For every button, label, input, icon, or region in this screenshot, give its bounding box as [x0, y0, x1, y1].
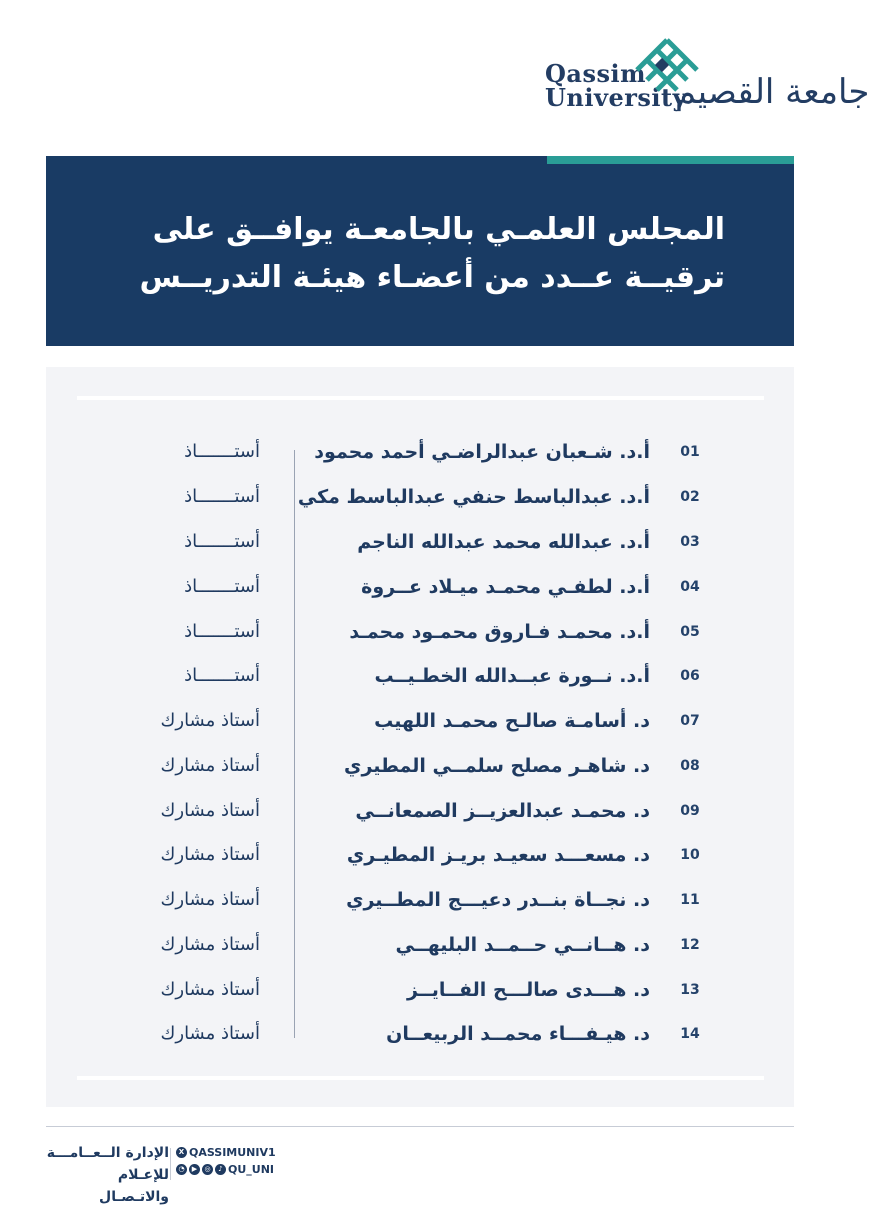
member-rank: أستـــــــاذ — [184, 441, 260, 462]
row-number: 05 — [680, 624, 700, 640]
logo-en-line2: University — [545, 83, 688, 112]
list-item — [0, 878, 841, 922]
youtube-icon[interactable]: ▶ — [189, 1164, 200, 1175]
member-rank: أستاذ مشارك — [160, 979, 260, 1000]
footer-rule — [46, 1126, 794, 1127]
row-number: 11 — [680, 892, 700, 908]
member-name: د. مسعـــد سعيـد بريـز المطيـري — [346, 844, 650, 866]
footer-org-line1: الإدارة الــعــامـــة — [46, 1145, 169, 1161]
list-item — [0, 744, 841, 788]
row-number: 09 — [680, 803, 700, 819]
row-number: 04 — [680, 579, 700, 595]
page-title — [95, 206, 795, 302]
snapchat-icon[interactable]: ◔ — [176, 1164, 187, 1175]
member-name: د. هـــدى صالـــح الفــايــز — [406, 979, 650, 1001]
member-name: د. شاهـر مصلح سلمــي المطيري — [344, 755, 650, 777]
member-rank: أستـــــــاذ — [184, 576, 260, 597]
list-item — [0, 1012, 841, 1056]
social-handle-other[interactable]: QU_UNI — [228, 1163, 275, 1176]
member-rank: أستاذ مشارك — [160, 755, 260, 776]
instagram-icon[interactable]: ◎ — [202, 1164, 213, 1175]
member-rank: أستاذ مشارك — [160, 844, 260, 865]
title-line-2: ترقيــة عــدد من أعضـاء هيئـة التدريــس — [139, 260, 725, 295]
member-name: أ.د. عبدالباسط حنفي عبدالباسط مكي — [297, 486, 650, 508]
row-number: 06 — [680, 668, 700, 684]
list-item — [0, 654, 841, 698]
footer-organization — [44, 1142, 169, 1208]
list-item — [0, 430, 841, 474]
header-accent-bar — [547, 156, 794, 164]
member-name: أ.د. محمـد فـاروق محمـود محمـد — [349, 621, 650, 643]
footer-org-line2: للإعـلام والاتـصـال — [99, 1167, 169, 1205]
tiktok-icon[interactable]: ♪ — [215, 1164, 226, 1175]
logo-arabic-name: جامعة القصيم — [675, 72, 869, 112]
member-name: د. نجــاة بنــدر دعيـــج المطــيري — [346, 889, 650, 911]
member-name: أ.د. نــورة عبــدالله الخطـيــب — [374, 665, 650, 687]
social-row-x — [176, 1146, 276, 1159]
list-item — [0, 565, 841, 609]
row-number: 07 — [680, 713, 700, 729]
logo-en-line1: Qassim — [545, 59, 646, 88]
row-number: 03 — [680, 534, 700, 550]
member-rank: أستاذ مشارك — [160, 1023, 260, 1044]
card-top-rule — [77, 396, 764, 400]
list-item — [0, 789, 841, 833]
member-rank: أستـــــــاذ — [184, 531, 260, 552]
row-number: 08 — [680, 758, 700, 774]
member-rank: أستاذ مشارك — [160, 934, 260, 955]
row-number: 10 — [680, 847, 700, 863]
university-logo — [535, 40, 869, 125]
list-item — [0, 475, 841, 519]
member-name: أ.د. لطفـي محمـد ميـلاد عــروة — [361, 576, 650, 598]
member-rank: أستـــــــاذ — [184, 665, 260, 686]
list-item — [0, 520, 841, 564]
member-name: أ.د. شـعبان عبدالراضـي أحمد محمود — [314, 441, 650, 463]
member-name: د. هيـفـــاء محمــد الربيعــان — [386, 1023, 650, 1045]
list-item — [0, 968, 841, 1012]
card-bottom-rule — [77, 1076, 764, 1080]
list-item — [0, 833, 841, 877]
member-rank: أستاذ مشارك — [160, 800, 260, 821]
member-name: د. محمـد عبدالعزيــز الصمعانــي — [355, 800, 650, 822]
member-name: د. أسامـة صالـح محمـد اللهيب — [374, 710, 650, 732]
row-number: 12 — [680, 937, 700, 953]
row-number: 13 — [680, 982, 700, 998]
row-number: 02 — [680, 489, 700, 505]
title-line-1: المجلس العلمـي بالجامعـة يوافــق على — [152, 212, 725, 247]
list-item — [0, 923, 841, 967]
member-name: د. هــانــي حــمــد البليهــي — [395, 934, 650, 956]
row-number: 14 — [680, 1026, 700, 1042]
footer-separator — [170, 1148, 171, 1180]
member-name: أ.د. عبدالله محمد عبدالله الناجم — [357, 531, 650, 553]
member-rank: أستـــــــاذ — [184, 621, 260, 642]
social-row-others — [176, 1163, 274, 1176]
member-rank: أستـــــــاذ — [184, 486, 260, 507]
x-icon[interactable]: X — [176, 1147, 187, 1158]
list-item — [0, 699, 841, 743]
social-handle-x[interactable]: QASSIMUNIV1 — [189, 1146, 276, 1159]
member-rank: أستاذ مشارك — [160, 889, 260, 910]
list-item — [0, 610, 841, 654]
row-number: 01 — [680, 444, 700, 460]
member-rank: أستاذ مشارك — [160, 710, 260, 731]
